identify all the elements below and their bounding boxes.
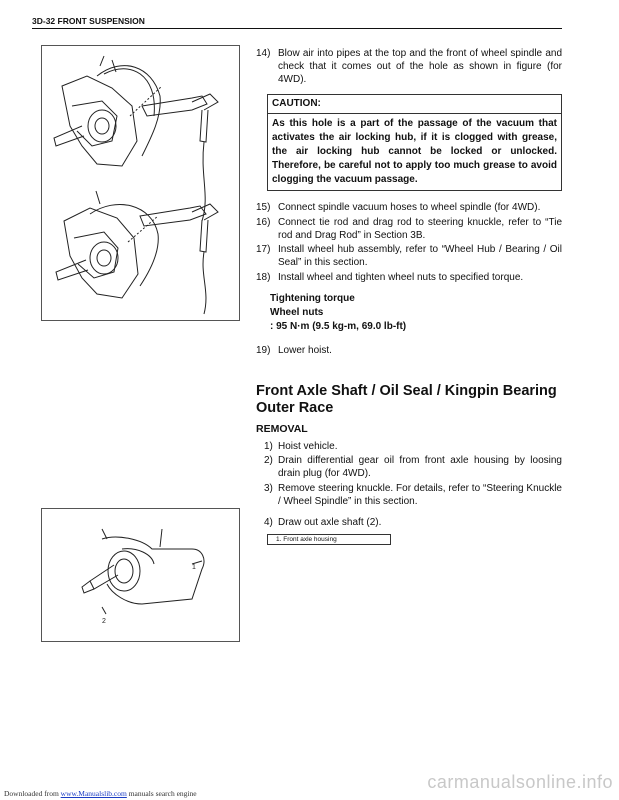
spindle-illustration [42,46,239,320]
step-number: 18) [256,271,271,283]
download-suffix: manuals search engine [126,789,197,798]
caution-title: CAUTION: [268,95,561,114]
step-19 [256,344,562,357]
removal-step-2 [256,454,562,480]
caution-box [267,94,562,191]
step-text: Lower hoist. [278,344,332,356]
step-number: 17) [256,244,271,255]
step-18 [256,271,562,284]
removal-steps [256,440,562,529]
step-text: Blow air into pipes at the top and the front of wheel spindle and check that it comes out of the hole as shown in figure (for 4WD). [278,48,562,85]
removal-step-3 [256,482,562,508]
step-number: 14) [256,48,271,59]
step-text: Drain differential gear oil from front axle housing by loosing drain plug (for 4WD). [278,455,562,479]
page-header: 3D-32 FRONT SUSPENSION [32,16,562,29]
step-number: 16) [256,216,271,228]
step-number: 2) [264,455,273,466]
step-text: Hoist vehicle. [278,440,338,452]
step-16 [256,216,562,242]
step-text: Connect tie rod and drag rod to steering knuckle, refer to “Tie rod and Drag Rod” in Section 3B. [278,216,562,241]
figure-legend: 1. Front axle housing [267,534,391,545]
torque-value: : 95 N·m (9.5 kg-m, 69.0 lb-ft) [270,320,407,332]
step-15 [256,201,562,214]
step-number: 19) [256,344,271,356]
section-subtitle: REMOVAL [256,422,308,435]
step-number: 3) [264,482,273,494]
torque-item: Wheel nuts [270,306,324,318]
step-number: 15) [256,202,271,213]
step-text: Install wheel and tighten wheel nuts to specified torque. [278,271,524,283]
removal-step-1 [256,440,562,453]
section-title: Front Axle Shaft / Oil Seal / Kingpin Bearing Outer Race [256,382,557,416]
watermark-brand: carmanualsonline.info [427,772,613,792]
caution-body: As this hole is a part of the passage of the vacuum that activates the air locking hub, if it is clogged with grease, the air locking hub cannot be locked or unlocked. Therefore, be careful not to apply too much grease to avoid clogging the vacuum passage. [272,118,557,185]
page-footer [0,772,619,800]
callout-1: 1 [192,564,196,571]
download-prefix: Downloaded from [4,789,61,798]
spindle-air-blow-figure [41,45,240,321]
step-17 [256,243,562,269]
download-note [4,789,197,798]
step-text: Connect spindle vacuum hoses to wheel spindle (for 4WD). [278,202,541,213]
manualslib-link[interactable]: www.Manualslib.com [60,789,127,798]
step-text: Install wheel hub assembly, refer to “Wheel Hub / Bearing / Oil Seal” in this section. [278,244,562,268]
axle-shaft-illustration [42,509,239,641]
callout-2: 2 [102,618,106,625]
axle-shaft-figure [41,508,240,642]
step-text: Draw out axle shaft (2). [278,516,382,528]
step-text: Remove steering knuckle. For details, refer to “Steering Knuckle / Wheel Spindle” in this section. [278,482,562,507]
step-number: 1) [264,440,273,452]
torque-label: Tightening torque [270,292,355,304]
tightening-torque-spec [270,292,562,334]
removal-step-4 [256,516,562,529]
instructions-column [256,47,562,530]
step-number: 4) [264,516,273,528]
step-14 [256,47,562,86]
